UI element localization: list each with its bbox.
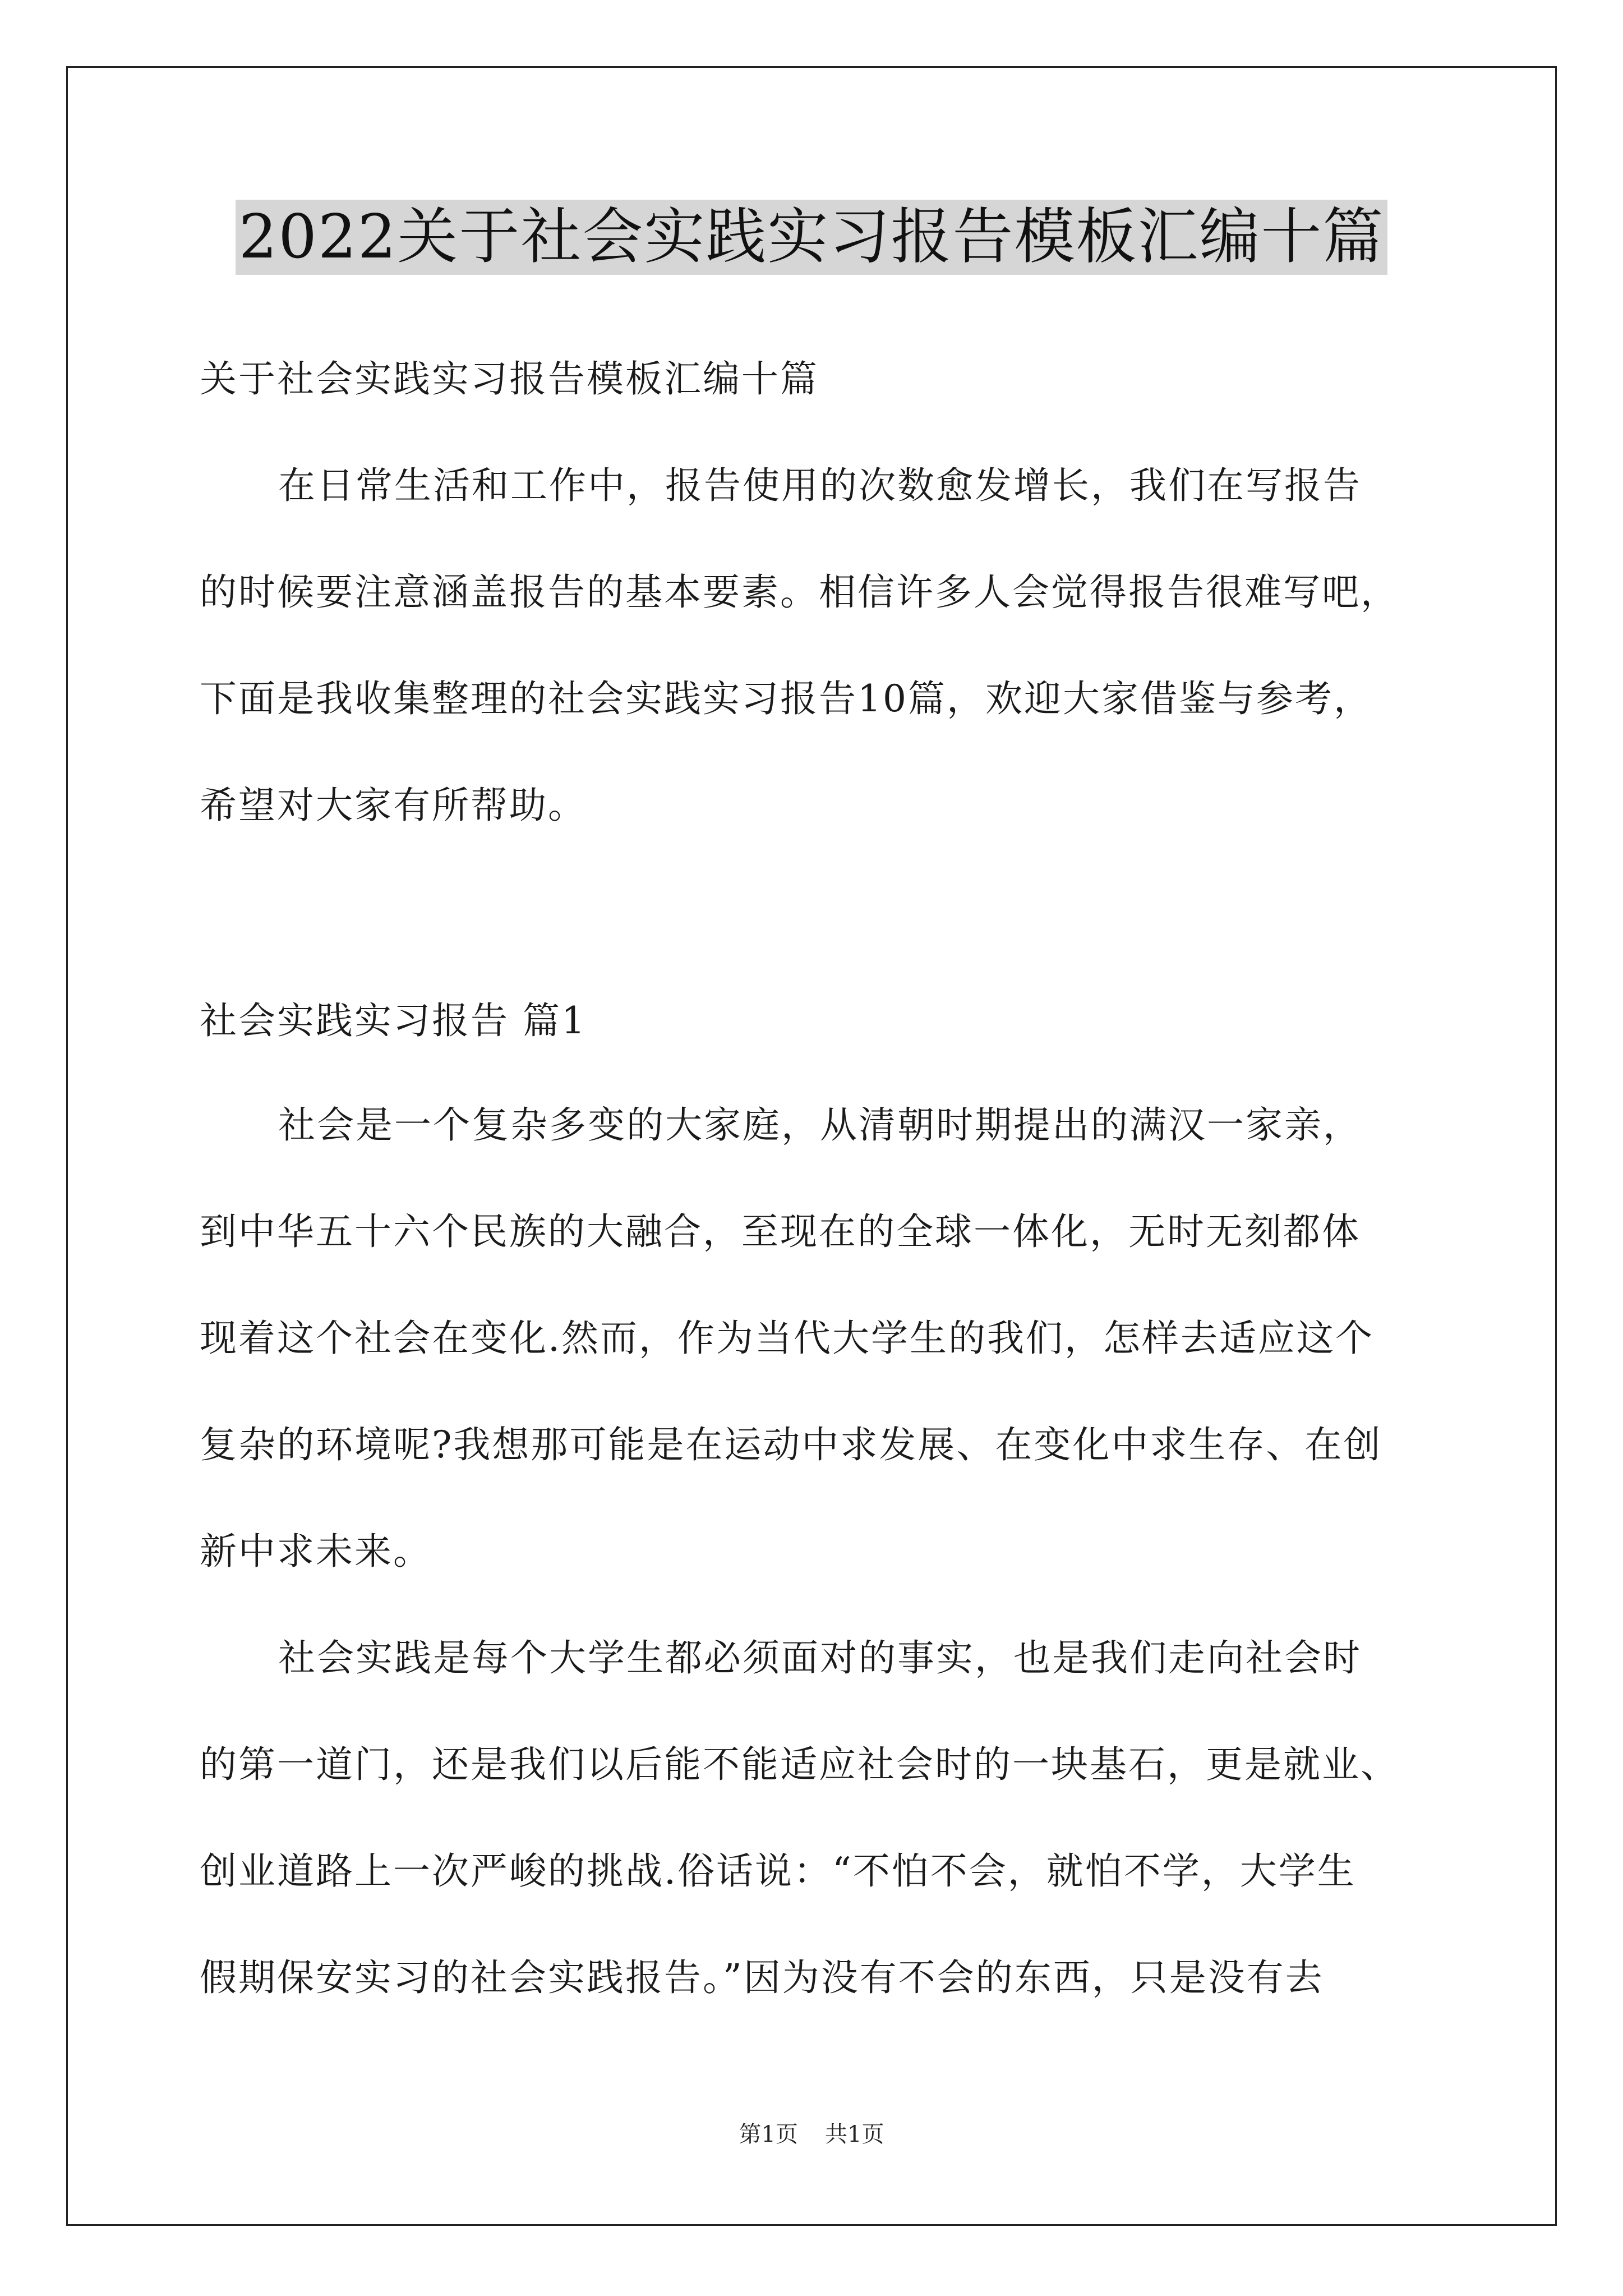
intro-line-1: 在日常生活和工作中，报告使用的次数愈发增长，我们在写报告 <box>278 464 1362 507</box>
paragraph2-line-3: 创业道路上一次严峻的挑战.俗话说：“不怕不会，就怕不学，大学生 <box>200 1849 1356 1893</box>
paragraph2-line-4: 假期保安实习的社会实践报告。”因为没有不会的东西，只是没有去 <box>200 1956 1324 1999</box>
paragraph1-line-1: 社会是一个复杂多变的大家庭，从清朝时期提出的满汉一家亲， <box>278 1103 1362 1147</box>
page-footer <box>0 2120 1623 2148</box>
intro-line-4: 希望对大家有所帮助。 <box>200 784 587 827</box>
document-title: 2022关于社会实践实习报告模板汇编十篇 <box>236 200 1388 275</box>
intro-line-2: 的时候要注意涵盖报告的基本要素。相信许多人会觉得报告很难写吧， <box>200 570 1399 614</box>
paragraph1-line-4: 复杂的环境呢?我想那可能是在运动中求发展、在变化中求生存、在创 <box>200 1423 1382 1466</box>
paragraph2-line-1: 社会实践是每个大学生都必须面对的事实，也是我们走向社会时 <box>278 1636 1362 1680</box>
paragraph2-line-2: 的第一道门，还是我们以后能不能适应社会时的一块基石，更是就业、 <box>200 1743 1399 1786</box>
paragraph1-line-2: 到中华五十六个民族的大融合，至现在的全球一体化，无时无刻都体 <box>200 1210 1361 1253</box>
page-total: 共1页 <box>825 2122 884 2147</box>
document-subtitle: 关于社会实践实习报告模板汇编十篇 <box>200 357 819 401</box>
paragraph1-line-5: 新中求未来。 <box>200 1530 432 1573</box>
intro-line-3: 下面是我收集整理的社会实践实习报告10篇，欢迎大家借鉴与参考， <box>200 677 1372 720</box>
paragraph1-line-3: 现着这个社会在变化.然而，作为当代大学生的我们，怎样去适应这个 <box>200 1317 1374 1360</box>
section-heading: 社会实践实习报告 篇1 <box>200 999 587 1042</box>
title-container <box>0 200 1623 275</box>
page-number: 第1页 <box>739 2122 798 2147</box>
